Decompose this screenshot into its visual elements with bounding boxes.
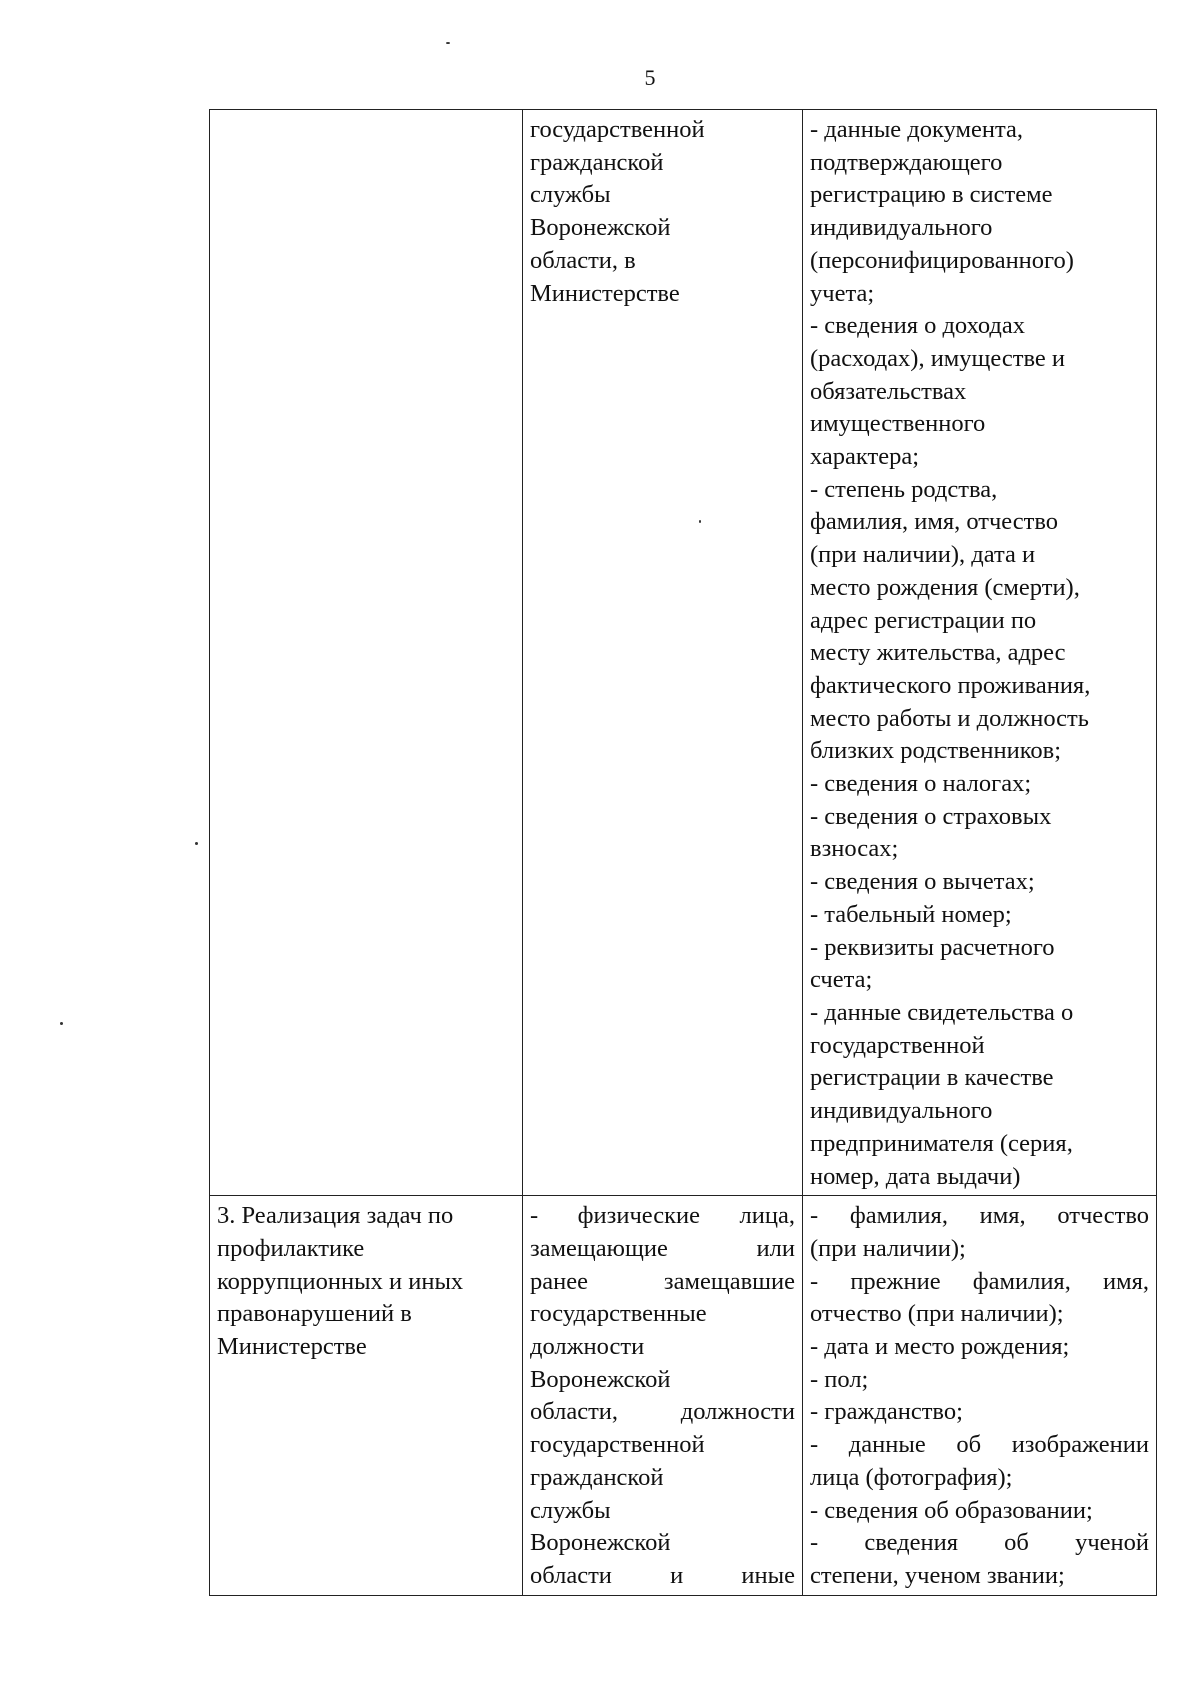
cell-line: (при наличии); xyxy=(810,1234,966,1262)
cell-line: фамилия, имя, отчество xyxy=(810,508,1059,536)
cell-line: месту жительства, адрес xyxy=(810,639,1066,667)
cell-line: - данные об изображении xyxy=(810,1431,1149,1459)
table-cell-purpose xyxy=(210,110,523,1196)
table-row xyxy=(210,110,1157,1196)
cell-line: Воронежской xyxy=(530,1365,671,1393)
cell-line: Воронежской xyxy=(530,214,671,242)
table-row xyxy=(210,1196,1157,1595)
cell-line: (при наличии), дата и xyxy=(810,541,1036,569)
cell-line: правонарушений в xyxy=(217,1300,412,1328)
cell-line: - физические лица, xyxy=(530,1202,795,1230)
table-cell-purpose xyxy=(210,1196,523,1595)
cell-line: - сведения о страховых xyxy=(810,802,1052,830)
cell-line: ранее замещавшие xyxy=(530,1267,795,1295)
cell-line: - сведения о вычетах; xyxy=(810,868,1035,896)
cell-line: Министерстве xyxy=(530,279,680,307)
cell-line: гражданской xyxy=(530,1463,664,1491)
table-cell-subjects xyxy=(523,110,803,1196)
cell-line: замещающие или xyxy=(530,1234,795,1262)
cell-line: - сведения о налогах; xyxy=(810,770,1032,798)
cell-line: Воронежской xyxy=(530,1529,671,1557)
cell-line: место рождения (смерти), xyxy=(810,573,1080,601)
cell-line: характера; xyxy=(810,443,920,471)
table-cell-subjects xyxy=(523,1196,803,1595)
cell-line: (расходах), имуществе и xyxy=(810,344,1066,372)
cell-line: подтверждающего xyxy=(810,148,1003,176)
cell-line: - реквизиты расчетного xyxy=(810,933,1055,961)
cell-line: - прежние фамилия, имя, xyxy=(810,1267,1149,1295)
cell-line: взносах; xyxy=(810,835,899,863)
cell-line: 3. Реализация задач по xyxy=(217,1202,454,1230)
cell-line: - табельный номер; xyxy=(810,900,1012,928)
cell-line: обязательствах xyxy=(810,377,967,405)
cell-line: - сведения об образовании; xyxy=(810,1496,1093,1524)
cell-line: номер, дата выдачи) xyxy=(810,1162,1021,1190)
cell-line: регистрацию в системе xyxy=(810,181,1053,209)
cell-line: коррупционных и иных xyxy=(217,1267,464,1295)
cell-line: должности xyxy=(530,1333,645,1361)
cell-line: отчество (при наличии); xyxy=(810,1300,1064,1328)
cell-line: адрес регистрации по xyxy=(810,606,1037,634)
cell-line: государственной xyxy=(530,1431,705,1459)
cell-line: счета; xyxy=(810,966,873,994)
cell-line: службы xyxy=(530,181,611,209)
table-cell-data xyxy=(803,110,1157,1196)
page-number: 5 xyxy=(644,65,656,90)
scan-speck xyxy=(195,842,198,845)
cell-line: предпринимателя (серия, xyxy=(810,1129,1073,1157)
scan-speck xyxy=(446,42,450,44)
cell-line: лица (фотография); xyxy=(810,1463,1013,1491)
cell-line: - данные свидетельства о xyxy=(810,998,1074,1026)
cell-line: - гражданство; xyxy=(810,1398,963,1426)
cell-line: индивидуального xyxy=(810,214,993,242)
cell-line: место работы и должность xyxy=(810,704,1089,732)
cell-line: - фамилия, имя, отчество xyxy=(810,1202,1149,1230)
cell-line: гражданской xyxy=(530,148,664,176)
cell-line: службы xyxy=(530,1496,611,1524)
table-cell-data xyxy=(803,1196,1157,1595)
cell-line: учета; xyxy=(810,279,875,307)
cell-line: - сведения об ученой xyxy=(810,1529,1149,1557)
cell-line: - степень родства, xyxy=(810,475,998,503)
cell-line: области и иные xyxy=(530,1561,795,1589)
scan-speck xyxy=(60,1022,63,1025)
cell-line: индивидуального xyxy=(810,1097,993,1125)
cell-line: - дата и место рождения; xyxy=(810,1333,1070,1361)
cell-line: регистрации в качестве xyxy=(810,1064,1054,1092)
cell-line: степени, ученом звании; xyxy=(810,1561,1065,1589)
cell-line: близких родственников; xyxy=(810,737,1062,765)
data-table xyxy=(209,109,1157,1596)
cell-line: государственной xyxy=(530,116,705,143)
cell-line: государственные xyxy=(530,1300,707,1328)
cell-line: - сведения о доходах xyxy=(810,312,1026,340)
cell-line: - пол; xyxy=(810,1365,869,1393)
cell-line: фактического проживания, xyxy=(810,671,1091,699)
cell-line: - данные документа, xyxy=(810,116,1023,143)
cell-line: (персонифицированного) xyxy=(810,246,1074,274)
cell-line: Министерстве xyxy=(217,1333,367,1361)
cell-line: профилактике xyxy=(217,1234,365,1262)
cell-line: области, должности xyxy=(530,1398,795,1426)
cell-line: имущественного xyxy=(810,410,986,438)
cell-line: области, в xyxy=(530,246,636,274)
cell-line: государственной xyxy=(810,1031,985,1059)
